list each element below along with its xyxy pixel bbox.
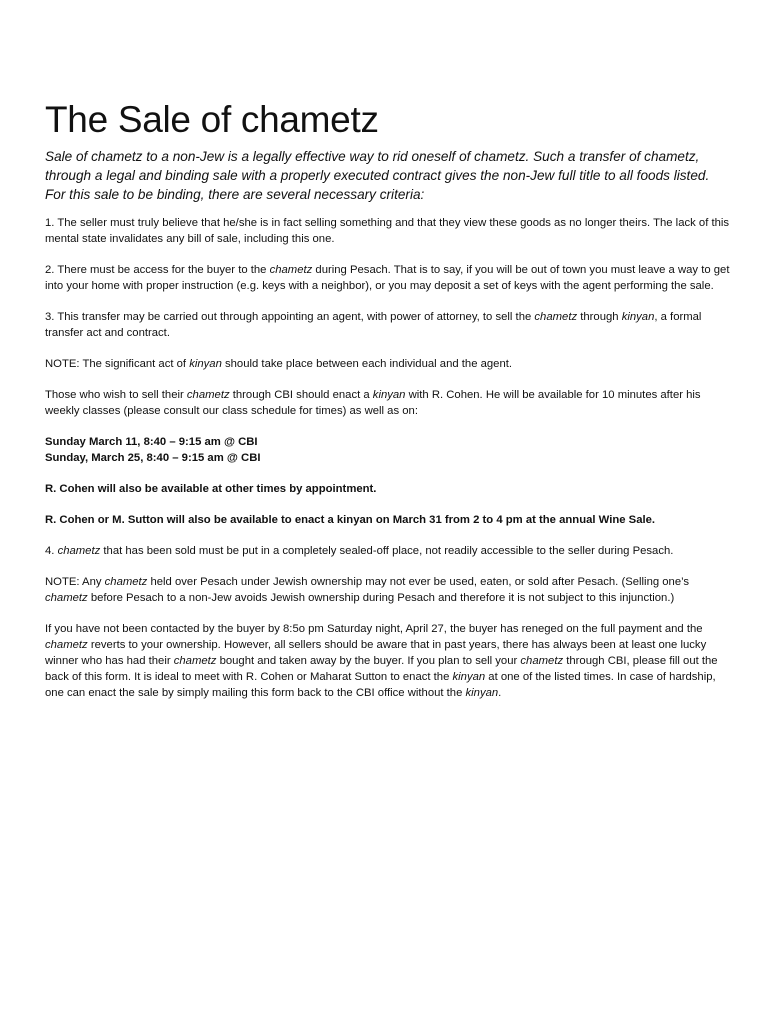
- ownership-note-paragraph: NOTE: Any chametz held over Pesach under Jewish ownership may not ever be used, eaten, or sold after Pesach. (Selling one’s chametz before Pesach to a non-Jew avoids Jewish ownership during Pesach and therefore it is not subject to this injunction.): [45, 576, 690, 604]
- document-page: [45, 98, 730, 716]
- criterion-1-paragraph: 1. The seller must truly believe that he/she is in fact selling something and that they view these goods as no longer theirs. The lack of this mental state invalidates any bill of sale, including this one.: [45, 217, 730, 245]
- intro-paragraph: Sale of chametz to a non-Jew is a legally effective way to rid oneself of chametz. Such a transfer of chametz, through a legal and binding sale with a properly executed contract gives the non-Jew full title to all foods listed. For this sale to be binding, there are several necessary criteria:: [45, 149, 710, 202]
- criterion-3-paragraph: 3. This transfer may be carried out through appointing an agent, with power of attorney, to sell the chametz through kinyan, a formal transfer act and contract.: [45, 311, 702, 339]
- kinyan-note-paragraph: NOTE: The significant act of kinyan should take place between each individual and the agent.: [45, 358, 513, 370]
- wine-sale-notice: R. Cohen or M. Sutton will also be available to enact a kinyan on March 31 from 2 to 4 pm at the annual Wine Sale.: [45, 514, 656, 526]
- schedule-block: [45, 434, 730, 466]
- cbi-sale-paragraph: Those who wish to sell their chametz through CBI should enact a kinyan with R. Cohen. He will be available for 10 minutes after his weekly classes (please consult our class schedule for times) as well as on:: [45, 389, 701, 417]
- buyer-contact-paragraph: If you have not been contacted by the buyer by 8:5o pm Saturday night, April 27, the buyer has reneged on the full payment and the chametz reverts to your ownership. However, all sellers should be aware that in past years, there has always been at least one lucky winner who has had their chametz bought and taken away by the buyer. If you plan to sell your chametz through CBI, please fill out the back of this form. It is ideal to meet with R. Cohen or Maharat Sutton to enact the kinyan at one of the listed times. In case of hardship, one can enact the sale by simply mailing this form back to the CBI office without the kinyan.: [45, 623, 718, 699]
- criterion-2-paragraph: 2. There must be access for the buyer to the chametz during Pesach. That is to say, if you will be out of town you must leave a way to get into your home with proper instruction (e.g. keys with a neighbor), or you may deposit a set of keys with the agent performing the sale.: [45, 264, 730, 292]
- page-title: The Sale of chametz: [45, 99, 379, 140]
- appointment-notice: R. Cohen will also be available at other times by appointment.: [45, 483, 377, 495]
- criterion-4-paragraph: 4. chametz that has been sold must be put in a completely sealed-off place, not readily accessible to the seller during Pesach.: [45, 545, 674, 557]
- schedule-line-1: Sunday March 11, 8:40 – 9:15 am @ CBI: [45, 436, 258, 448]
- schedule-line-2: Sunday, March 25, 8:40 – 9:15 am @ CBI: [45, 452, 261, 464]
